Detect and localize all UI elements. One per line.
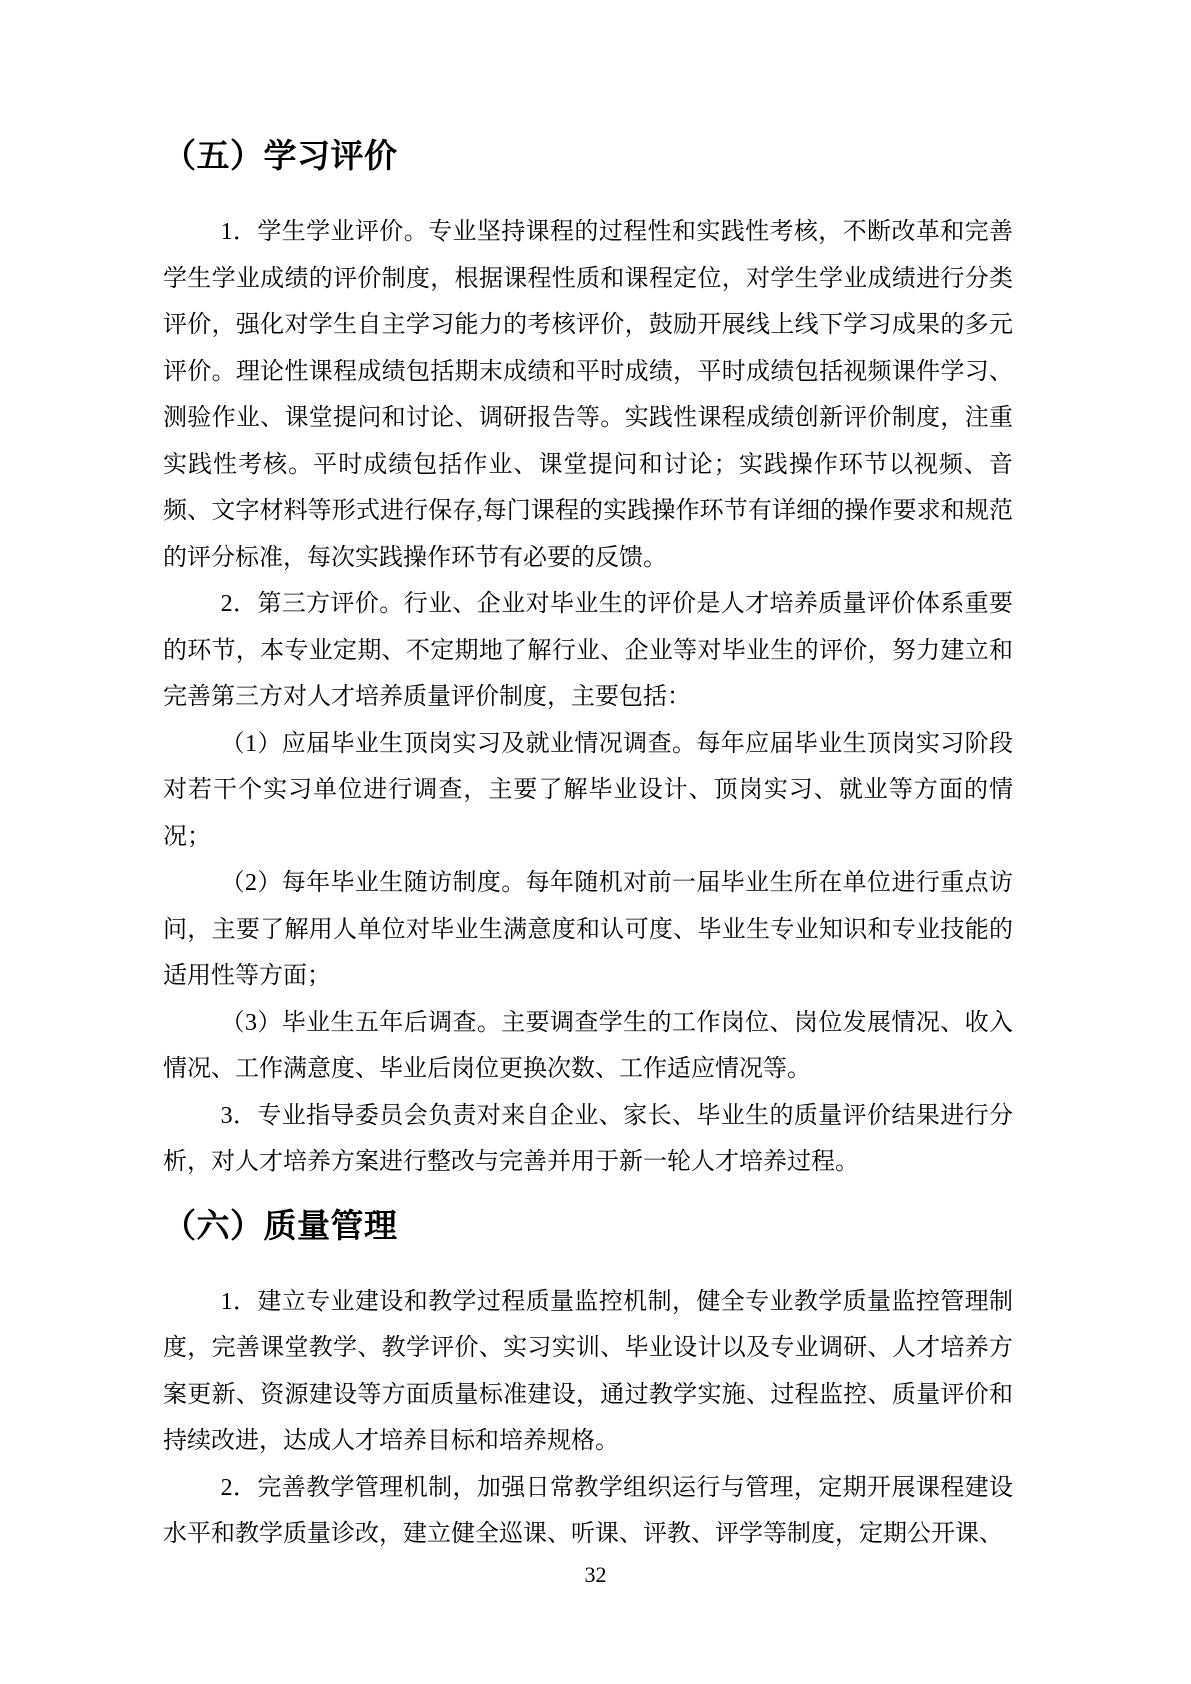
page-number: 32: [584, 1562, 607, 1587]
paragraph-five-year-survey: （3）毕业生五年后调查。主要调查学生的工作岗位、岗位发展情况、收入情况、工作满意度、毕业后岗位更换次数、工作适应情况等。: [163, 1009, 1013, 1082]
paragraph-teaching-management-mechanism: 2．完善教学管理机制，加强日常教学组织运行与管理，定期开展课程建设水平和教学质量诊改，建立健全巡课、听课、评教、评学等制度，定期公开课、: [163, 1474, 1013, 1547]
paragraph-steering-committee: 3．专业指导委员会负责对来自企业、家长、毕业生的质量评价结果进行分析，对人才培养方案进行整改与完善并用于新一轮人才培养过程。: [163, 1102, 1013, 1175]
paragraph-survey-internship-employment: （1）应届毕业生顶岗实习及就业情况调查。每年应届毕业生顶岗实习阶段对若干个实习单位进行调查，主要了解毕业设计、顶岗实习、就业等方面的情况；: [163, 730, 1013, 850]
paragraph-third-party-evaluation: 2．第三方评价。行业、企业对毕业生的评价是人才培养质量评价体系重要的环节，本专业定期、不定期地了解行业、企业等对毕业生的评价，努力建立和完善第三方对人才培养质量评价制度，主要包括：: [163, 591, 1013, 710]
section-heading-learning-evaluation: （五）学习评价: [163, 139, 398, 175]
section-heading-quality-management: （六）质量管理: [163, 1208, 398, 1245]
paragraph-quality-monitoring-mechanism: 1．建立专业建设和教学过程质量监控机制，健全专业教学质量监控管理制度，完善课堂教学、教学评价、实习实训、毕业设计以及专业调研、人才培养方案更新、资源建设等方面质量标准建设，通过教学实施、过程监控、质量评价和持续改进，达成人才培养目标和培养规格。: [163, 1288, 1013, 1454]
paragraph-student-academic-evaluation: 1．学生学业评价。专业坚持课程的过程性和实践性考核，不断改革和完善学生学业成绩的评价制度，根据课程性质和课程定位，对学生学业成绩进行分类评价，强化对学生自主学习能力的考核评价，鼓励开展线上线下学习成果的多元评价。理论性课程成绩包括期末成绩和平时成绩，平时成绩包括视频课件学习、测验作业、课堂提问和讨论、调研报告等。实践性课程成绩创新评价制度，注重实践性考核。平时成绩包括作业、课堂提问和讨论；实践操作环节以视频、音频、文字材料等形式进行保存,每门课程的实践操作环节有详细的操作要求和规范的评分标准，每次实践操作环节有必要的反馈。: [163, 219, 1013, 571]
document-content: [163, 0, 1013, 1558]
paragraph-graduate-follow-up: （2）每年毕业生随访制度。每年随机对前一届毕业生所在单位进行重点访问，主要了解用人单位对毕业生满意度和认可度、毕业生专业知识和专业技能的适用性等方面；: [163, 870, 1013, 989]
